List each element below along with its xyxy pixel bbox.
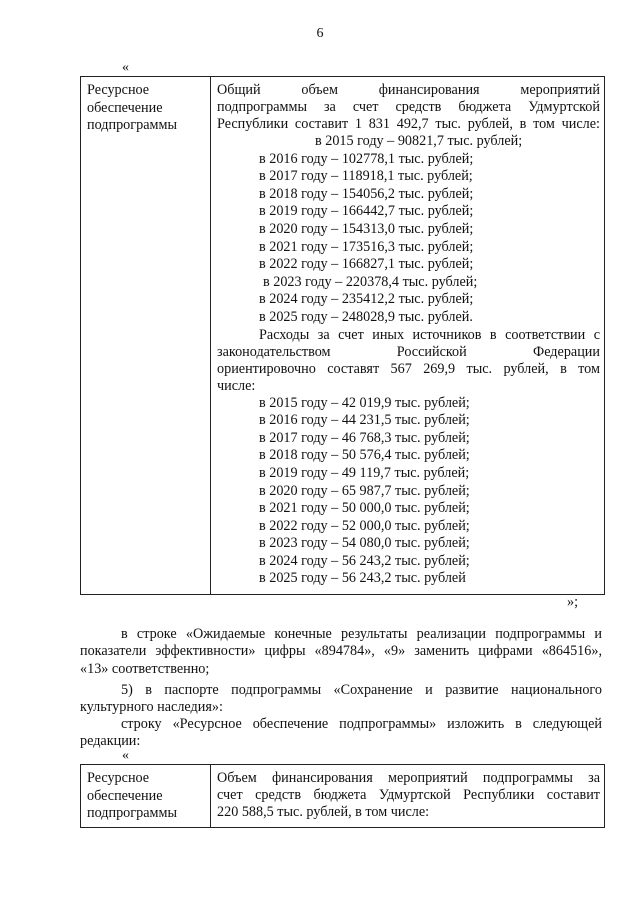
budget-year-line: в 2018 году – 154056,2 тыс. рублей; xyxy=(259,185,474,202)
intro-line: Республики составит 1 831 492,7 тыс. рублей, в том числе: xyxy=(217,116,600,132)
paragraph-amendment-row xyxy=(80,626,602,678)
resource-label-cell xyxy=(81,765,211,828)
opening-quote: « xyxy=(122,60,129,75)
budget-year-line: в 2025 году – 248028,9 тыс. рублей. xyxy=(259,308,473,325)
budget-year-line: в 2016 году – 102778,1 тыс. рублей; xyxy=(259,150,474,167)
closing-quote: »; xyxy=(567,594,579,610)
paragraph-item-5 xyxy=(80,682,602,717)
budget-year-line: в 2020 году – 154313,0 тыс. рублей; xyxy=(259,220,474,237)
other-sources-line: ориентировочно составят 567 269,9 тыс. рублей, в том xyxy=(217,360,600,377)
label-line: подпрограммы xyxy=(87,117,177,134)
other-year-line: в 2018 году – 50 576,4 тыс. рублей; xyxy=(259,447,470,464)
label-line: Ресурсное xyxy=(87,82,150,98)
resource-value-cell xyxy=(211,77,605,595)
funding-line: Объем финансирования мероприятий подпрограммы за xyxy=(217,770,600,786)
other-year-line: в 2021 году – 50 000,0 тыс. рублей; xyxy=(259,500,470,517)
other-sources-line: Расходы за счет иных источников в соответствии с xyxy=(259,326,600,343)
opening-quote: « xyxy=(122,748,129,763)
intro-line: Общий объем финансирования мероприятий xyxy=(217,82,600,98)
budget-year-line: в 2015 году – 90821,7 тыс. рублей; xyxy=(315,133,523,149)
resource-label-cell xyxy=(81,77,211,595)
paragraph-line: культурного наследия»: xyxy=(80,699,223,716)
other-year-list xyxy=(217,395,600,589)
paragraph-line: строку «Ресурсное обеспечение подпрограммы» изложить в следующей xyxy=(121,716,602,732)
funding-line: 220 588,5 тыс. рублей, в том числе: xyxy=(217,804,430,820)
resource-table-2 xyxy=(80,764,605,828)
paragraph-line: в строке «Ожидаемые конечные результаты реализации подпрограммы и xyxy=(121,626,602,642)
intro-line: подпрограммы за счет средств бюджета Удмуртской xyxy=(217,99,600,115)
paragraph-replace-row xyxy=(80,716,602,751)
label-line: обеспечение xyxy=(87,787,163,804)
other-sources-line: числе: xyxy=(217,377,256,394)
other-year-line: в 2016 году – 44 231,5 тыс. рублей; xyxy=(259,412,470,429)
budget-year-list xyxy=(217,151,600,327)
label-line: обеспечение xyxy=(87,99,163,116)
resource-table-1 xyxy=(80,76,605,595)
budget-year-line: в 2021 году – 173516,3 тыс. рублей; xyxy=(259,238,474,255)
other-year-line: в 2024 году – 56 243,2 тыс. рублей; xyxy=(259,552,470,569)
other-year-line: в 2017 году – 46 768,3 тыс. рублей; xyxy=(259,429,470,446)
funding-line: счет средств бюджета Удмуртской Республики составит xyxy=(217,787,600,803)
budget-year-list-first xyxy=(217,133,600,151)
budget-year-line: в 2017 году – 118918,1 тыс. рублей; xyxy=(259,168,473,185)
budget-year-line: в 2024 году – 235412,2 тыс. рублей; xyxy=(259,291,474,308)
paragraph-line: показатели эффективности» цифры «894784», «9» заменить цифрами «864516», xyxy=(80,643,602,660)
page-number: 6 xyxy=(316,26,324,41)
paragraph-line: 5) в паспорте подпрограммы «Сохранение и развитие национального xyxy=(121,682,602,698)
other-year-line: в 2025 году – 56 243,2 тыс. рублей xyxy=(259,570,466,587)
paragraph-line: редакции: xyxy=(80,733,141,750)
other-year-line: в 2023 году – 54 080,0 тыс. рублей; xyxy=(259,535,470,552)
other-year-line: в 2015 году – 42 019,9 тыс. рублей; xyxy=(259,394,470,411)
other-year-line: в 2020 году – 65 987,7 тыс. рублей; xyxy=(259,482,470,499)
resource-value-cell xyxy=(211,765,605,828)
budget-year-line: в 2019 году – 166442,7 тыс. рублей; xyxy=(259,203,474,220)
other-sources-first xyxy=(217,327,600,344)
label-line: Ресурсное xyxy=(87,770,150,786)
other-sources-line: законодательством Российской Федерации xyxy=(217,343,600,360)
other-year-line: в 2019 году – 49 119,7 тыс. рублей; xyxy=(259,464,470,481)
label-line: подпрограммы xyxy=(87,805,177,822)
budget-year-line: в 2023 году – 220378,4 тыс. рублей; xyxy=(263,273,478,290)
budget-year-line: в 2022 году – 166827,1 тыс. рублей; xyxy=(259,256,474,273)
other-year-line: в 2022 году – 52 000,0 тыс. рублей; xyxy=(259,517,470,534)
paragraph-line: «13» соответственно; xyxy=(80,660,210,677)
